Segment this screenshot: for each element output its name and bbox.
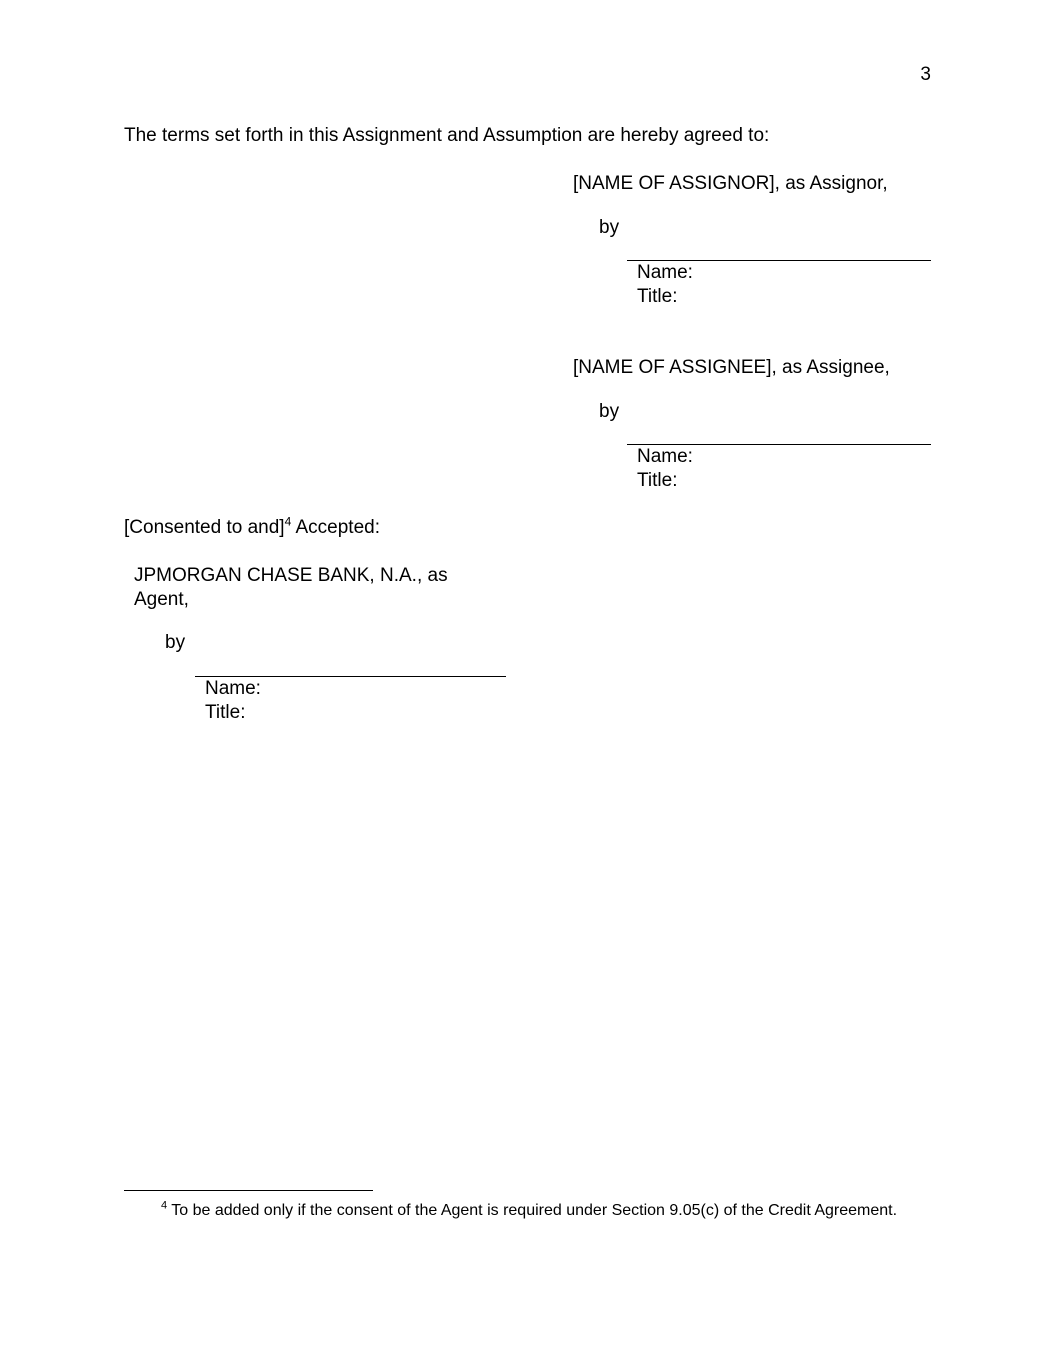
- assignor-role: , as Assignor,: [774, 173, 888, 194]
- footnote: [161, 1199, 897, 1223]
- consent-footnote-ref: 4: [284, 514, 292, 529]
- agent-by-label: by: [165, 632, 186, 653]
- agent-role-part1: , as: [416, 565, 448, 586]
- footnote-separator: [124, 1190, 373, 1191]
- assignor-party-name: [NAME OF ASSIGNOR]: [573, 173, 775, 194]
- agent-heading-line1: [134, 564, 448, 588]
- assignor-name-label: Name:: [637, 262, 693, 283]
- footnote-marker: 4: [161, 1199, 168, 1212]
- footnote-text: To be added only if the consent of the Agent is required under Section 9.05(c) of the Credit Agreement.: [167, 1202, 898, 1219]
- assignor-title-label: Title:: [637, 286, 678, 307]
- consent-heading: [124, 516, 380, 540]
- agent-party-name: JPMORGAN CHASE BANK, N.A.: [134, 565, 417, 586]
- assignee-role: , as Assignee,: [771, 357, 890, 378]
- assignee-party-name: [NAME OF ASSIGNEE]: [573, 357, 772, 378]
- page-number: 3: [920, 64, 931, 85]
- assignor-by-label: by: [599, 217, 620, 238]
- agent-title-label: Title:: [205, 702, 246, 723]
- assignee-by-label: by: [599, 401, 620, 422]
- consent-prefix: [Consented to and]: [124, 517, 285, 538]
- agent-heading-line2: Agent,: [134, 589, 189, 610]
- consent-suffix: Accepted:: [291, 517, 380, 538]
- assignor-heading: [573, 172, 888, 196]
- assignee-title-label: Title:: [637, 470, 678, 491]
- assignee-heading: [573, 356, 890, 380]
- assignee-name-label: Name:: [637, 446, 693, 467]
- intro-text: The terms set forth in this Assignment and Assumption are hereby agreed to:: [124, 125, 770, 146]
- agent-name-label: Name:: [205, 678, 261, 699]
